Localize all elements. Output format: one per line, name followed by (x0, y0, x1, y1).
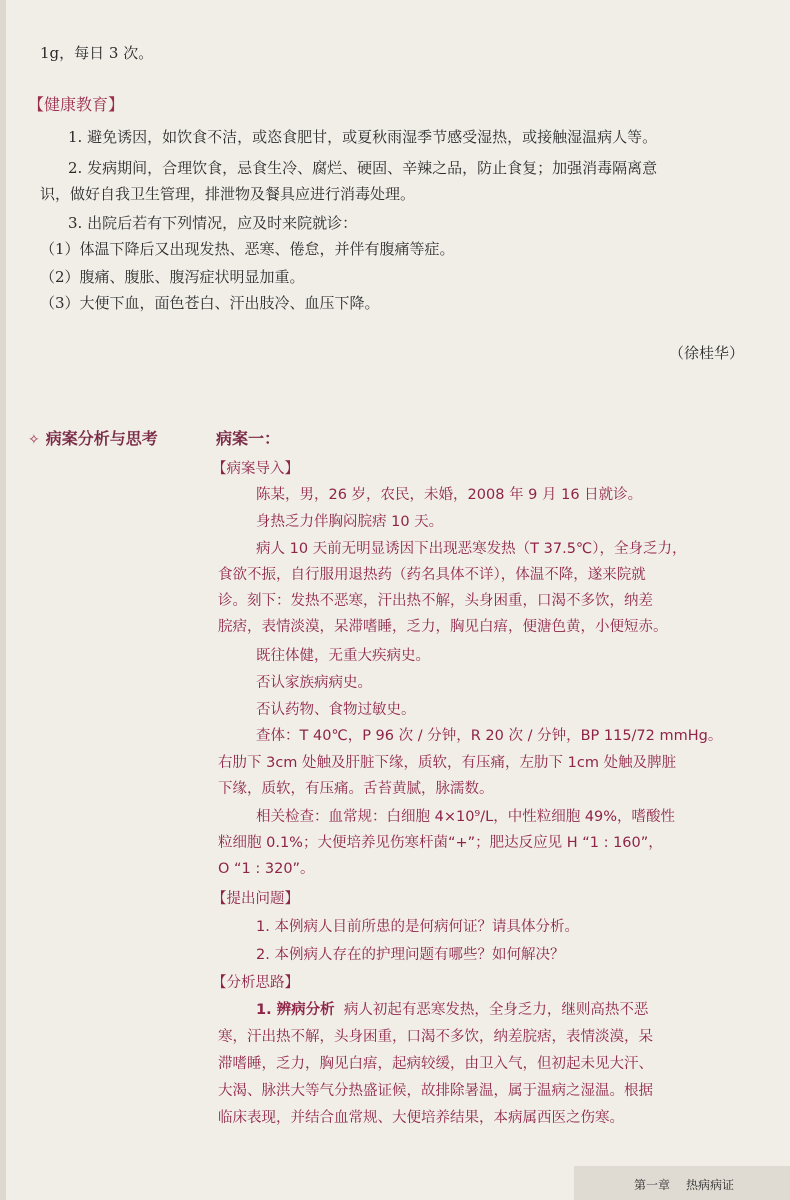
case-intro-line-14: O “1 : 320”。 (218, 861, 315, 877)
case-section-title (28, 428, 158, 451)
case-intro-line-11: 下缘，质软，有压痛。舌苔黄腻，脉濡数。 (218, 781, 494, 797)
case-label: 病案一： (216, 429, 281, 448)
health-item-2a: 2. 发病期间，合理饮食，忌食生冷、腐烂、硬固、辛辣之品，防止食复；加强消毒隔离意 (68, 159, 658, 177)
analysis-heading: 【分析思路】 (212, 975, 299, 991)
page-footer (574, 1166, 790, 1200)
case-intro-line-7: 否认家族病病史。 (256, 675, 372, 691)
diamond-icon: ✧ (28, 432, 40, 448)
case-intro-line-3: 食欲不振，自行服用退热药（药名具体不详），体温不降，遂来院就 (218, 567, 646, 583)
analysis-label: 1. 辨病分析 (256, 1002, 335, 1018)
analysis-line-3: 大渴、脉洪大等气分热盛证候，故排除暑温，属于温病之湿温。根据 (218, 1083, 653, 1099)
health-sub-1: （1）体温下降后又出现发热、恶寒、倦怠，并伴有腹痛等症。 (40, 240, 455, 258)
top-line: 1g，每日 3 次。 (40, 44, 154, 62)
analysis-line-0 (256, 999, 648, 1021)
health-sub-2: （2）腹痛、腹胀、腹泻症状明显加重。 (40, 268, 305, 286)
case-intro-line-6: 既往体健，无重大疾病史。 (256, 648, 430, 664)
case-intro-heading: 【病案导入】 (212, 461, 299, 477)
health-sub-3: （3）大便下血，面色苍白、汗出肢冷、血压下降。 (40, 294, 380, 312)
case-intro-line-5: 脘痞，表情淡漠，呆滞嗜睡，乏力，胸见白痦，便溏色黄，小便短赤。 (218, 619, 668, 635)
analysis-text-0: 病人初起有恶寒发热，全身乏力，继则高热不恶 (343, 1002, 649, 1018)
case-intro-line-2: 病人 10 天前无明显诱因下出现恶寒发热（T 37.5℃），全身乏力， (256, 541, 687, 557)
health-item-2b: 识，做好自我卫生管理，排泄物及餐具应进行消毒处理。 (40, 185, 416, 203)
footer-chapter: 第一章 (634, 1178, 671, 1192)
case-intro-line-0: 陈某，男，26 岁，农民，未婚，2008 年 9 月 16 日就诊。 (256, 487, 643, 503)
case-intro-line-9: 查体：T 40℃，P 96 次 / 分钟，R 20 次 / 分钟，BP 115/72 mmHg。 (256, 728, 723, 744)
page-edge-shadow (0, 0, 6, 1200)
footer-title: 热病病证 (686, 1178, 735, 1192)
question-2: 2. 本例病人存在的护理问题有哪些？如何解决？ (256, 947, 565, 963)
question-1: 1. 本例病人目前所患的是何病何证？请具体分析。 (256, 919, 579, 935)
author-signature: （徐桂华） (668, 344, 744, 362)
case-section-title-text: 病案分析与思考 (45, 429, 158, 448)
case-intro-line-10: 右肋下 3cm 处触及肝脏下缘，质软，有压痛，左肋下 1cm 处触及脾脏 (218, 755, 677, 771)
case-intro-line-12: 相关检查：血常规：白细胞 4×10⁹/L，中性粒细胞 49%，嗜酸性 (256, 809, 676, 825)
analysis-line-1: 寒，汗出热不解，头身困重，口渴不多饮，纳差脘痞，表情淡漠，呆 (218, 1029, 653, 1045)
case-intro-line-1: 身热乏力伴胸闷脘痞 10 天。 (256, 514, 444, 530)
health-item-3: 3. 出院后若有下列情况，应及时来院就诊： (68, 214, 358, 232)
case-intro-line-4: 诊。刻下：发热不恶寒，汗出热不解，头身困重，口渴不多饮，纳差 (218, 593, 653, 609)
case-intro-line-13: 粒细胞 0.1%；大便培养见伤寒杆菌“+”；肥达反应见 H “1 : 160”， (218, 835, 663, 851)
question-heading: 【提出问题】 (212, 891, 299, 907)
health-item-1: 1. 避免诱因，如饮食不洁，或恣食肥甘，或夏秋雨湿季节感受湿热，或接触湿温病人等。 (68, 128, 658, 146)
analysis-line-2: 滞嗜睡，乏力，胸见白痦，起病较缓，由卫入气，但初起未见大汗、 (218, 1056, 653, 1072)
analysis-line-4: 临床表现，并结合血常规、大便培养结果，本病属西医之伤寒。 (218, 1110, 624, 1126)
case-intro-line-8: 否认药物、食物过敏史。 (256, 702, 416, 718)
health-education-heading: 【健康教育】 (28, 95, 125, 114)
